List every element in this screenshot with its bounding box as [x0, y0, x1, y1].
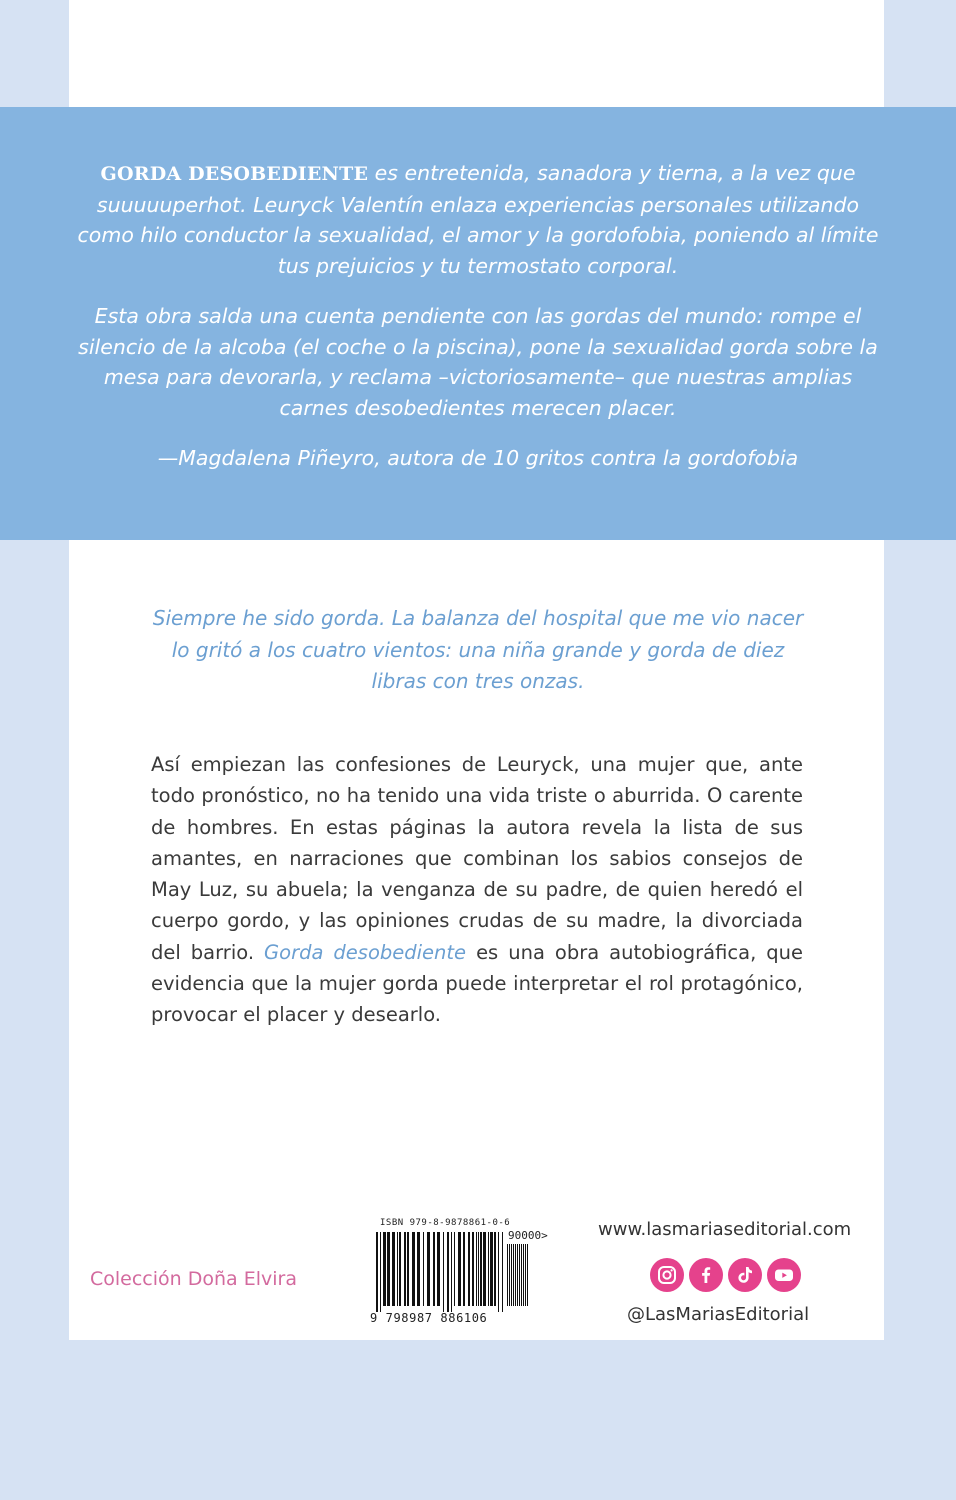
- isbn-label: ISBN 979-8-9878861-0-6: [380, 1218, 511, 1228]
- blurb-attribution: —Magdalena Piñeyro, autora de 10 gritos contra la gordofobia: [157, 446, 799, 470]
- barcode-addon-number: 90000>: [508, 1229, 548, 1242]
- facebook-icon[interactable]: [689, 1258, 723, 1292]
- opening-quote: Siempre he sido gorda. La balanza del hospital que me vio nacer lo gritó a los cuatro vientos: una niña grande y gorda de diez libras con tres onzas.: [152, 606, 804, 693]
- instagram-icon[interactable]: [650, 1258, 684, 1292]
- blurb-paragraph-1: GORDA DESOBEDIENTE es entretenida, sanadora y tierna, a la vez que suuuuuperhot. Leuryck Valentín enlaza experiencias personales utilizando como hilo conductor la sexualidad, el amor y la gordofobia, poniendo al límite tus prejuicios y tu termostato corporal.: [77, 161, 879, 278]
- barcode-bars: [376, 1232, 504, 1312]
- barcode-digits: 9 798987 886106: [370, 1311, 488, 1325]
- barcode-addon-bars: [507, 1244, 551, 1312]
- synopsis: Así empiezan las confesiones de Leuryck, una mujer que, ante todo pronóstico, no ha tenido una vida triste o aburrida. O carente de hombres. En estas páginas la autora revela la lista de sus amantes, en narraciones que combinan los sabios consejos de May Luz, su abuela; la venganza de su padre, de quien heredó el cuerpo gordo, y las opiniones crudas de su madre, la divorciada del barrio. Gorda desobediente es una obra autobiográfica, que evidencia que la mujer gorda puede interpretar el rol protagónico, provocar el placer y desearlo.: [151, 753, 804, 1027]
- social-icons: [650, 1258, 801, 1292]
- tiktok-icon[interactable]: [728, 1258, 762, 1292]
- website-link[interactable]: www.lasmariaseditorial.com: [598, 1219, 852, 1240]
- barcode: [370, 1218, 580, 1326]
- blurb-paragraph-2: Esta obra salda una cuenta pendiente con las gordas del mundo: rompe el silencio de la alcoba (el coche o la piscina), pone la sexualidad gorda sobre la mesa para devorarla, y reclama –victoriosamente– que nuestras amplias carnes desobedientes merecen placer.: [78, 304, 878, 420]
- book-title: GORDA DESOBEDIENTE: [100, 163, 369, 185]
- synopsis-book-title: Gorda desobediente: [264, 940, 467, 964]
- blurb-text: [70, 158, 886, 494]
- collection-name: Colección Doña Elvira: [90, 1268, 297, 1290]
- youtube-icon[interactable]: [767, 1258, 801, 1292]
- social-handle[interactable]: @LasMariasEditorial: [627, 1304, 810, 1325]
